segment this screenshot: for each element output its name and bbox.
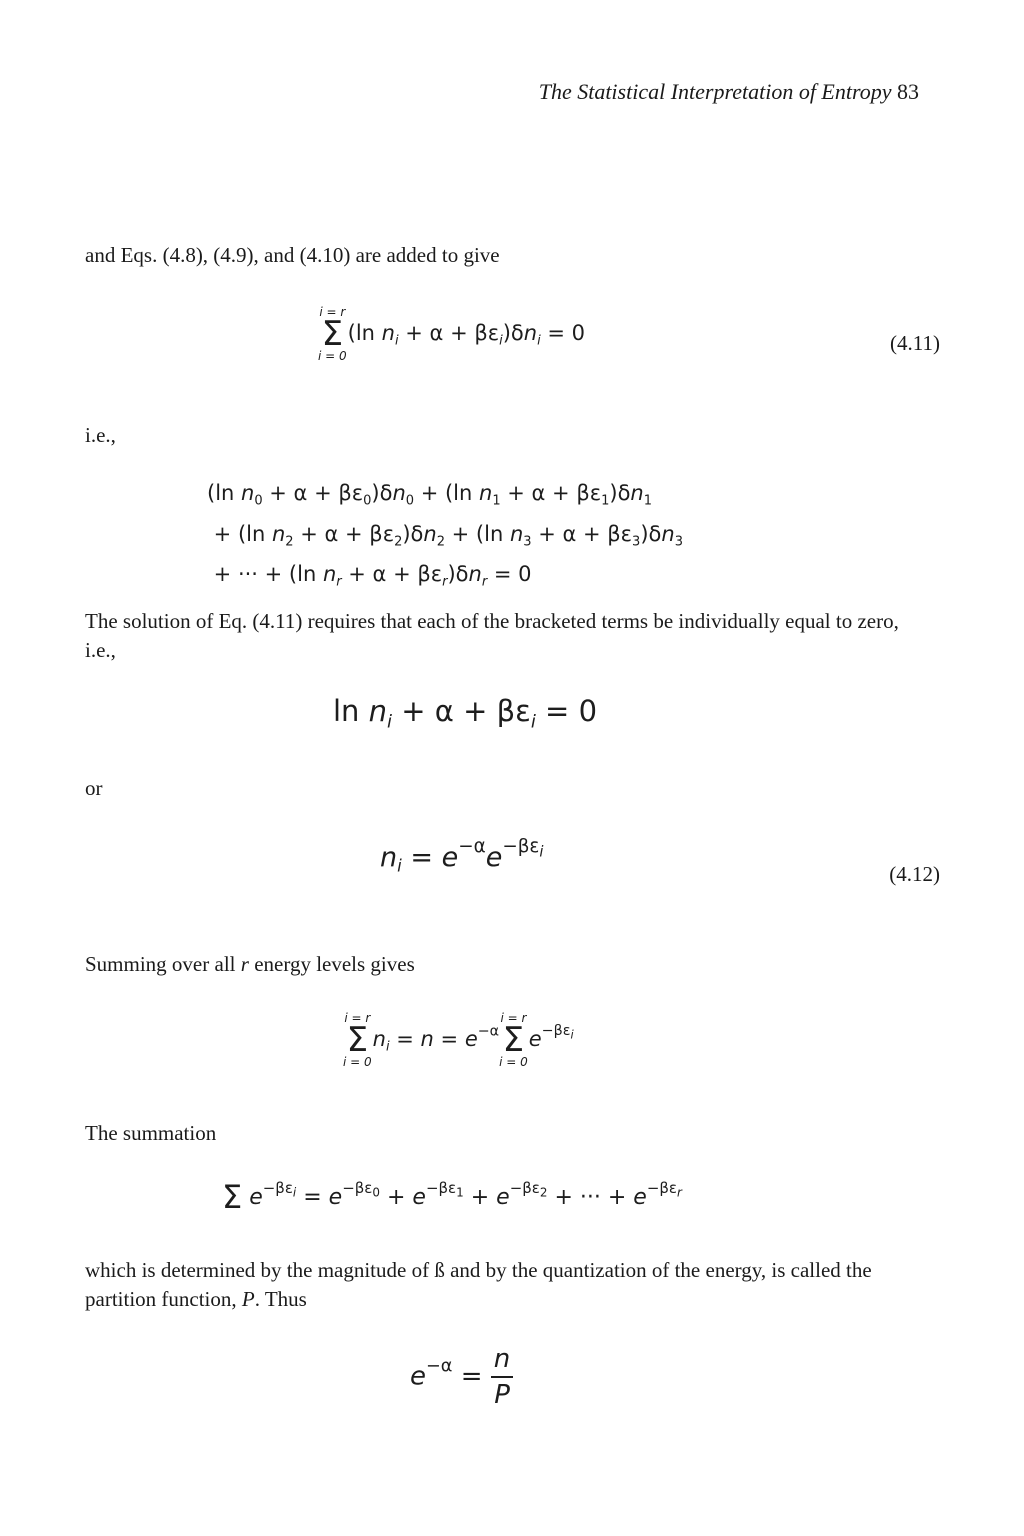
page-number: 83 [897,79,919,104]
paragraph-solution: The solution of Eq. (4.11) requires that each of the bracketed terms be individually equal to zero, i.e., [85,609,899,662]
paragraph-intro: and Eqs. (4.8), (4.9), and (4.10) are added to give [85,243,500,267]
equation-individual: $\ln n_i + \alpha + \beta\varepsilon_i = 0$ [333,694,598,733]
running-header [539,79,919,105]
paragraph-or: or [85,776,103,800]
equation-number-4-11: (4.11) [890,331,940,355]
summing-text-end: energy levels gives [248,952,415,976]
summation-symbol: i = r Σ i = 0 [343,1011,372,1069]
summation-symbol: i = r Σ i = 0 [318,305,347,363]
equation-4-12: $n_i = e^{-\alpha}e^{-\beta\varepsilon_i}$ [380,836,544,876]
summing-text-start: Summing over all [85,952,241,976]
partition-text-end: . Thus [254,1287,307,1311]
summation-symbol: i = r Σ i = 0 [499,1011,528,1069]
equation-4-11: i = r Σ i = 0 (ln $n_i + \alpha + \beta\varepsilon_i)\delta n_i = 0$ [318,305,586,363]
expanded-equation: (ln $n_0 + \alpha + \beta\varepsilon_0)\delta n_0 + (\ln$ $n_1 + \alpha + \beta\varepsilon_1)\delta n_1$ + (ln $n_2 + \alpha + \beta\varepsilon_2)\delta n_2 + (\ln$ $n_3 + \alpha + \beta\varepsilon_3)\delta n_3$ + ··· + (ln $n_r + \alpha + \beta\varepsilon_r)\delta n_r = 0$ [207,481,683,590]
paragraph-ie: i.e., [85,423,116,447]
partition-text-start: which is determined by the magnitude of ß and by the quantization of the energy, is called the partition function, [85,1258,872,1311]
paragraph-summation: The summation [85,1121,217,1145]
variable-p: P [241,1287,255,1311]
equation-final: $e^{-\alpha}$ = $\frac{n}{P}$ [410,1344,513,1410]
equation-partition-sum: Σ $e^{-\beta\varepsilon_i} = e^{-\beta\varepsilon_0} + e^{-\beta\varepsilon_1} + e^{-\beta\varepsilon_2}$ + ··· + $e^{-\beta\varepsilon_r}$ [222,1178,682,1216]
running-title: The Statistical Interpretation of Entropy [538,79,892,104]
paragraph-summing [85,950,415,979]
equation-number-4-12: (4.12) [889,862,940,886]
variable-r: r [240,952,249,976]
fraction: $\frac{n}{P}$ [491,1344,513,1410]
paragraph-partition-function [85,1256,935,1314]
summation-symbol: Σ [222,1178,243,1216]
equation-summation: i = r Σ i = 0 $n_i = n = e^{-\alpha}$ i = r Σ i = 0 $e^{-\beta\varepsilon_i}$ [343,1011,574,1069]
